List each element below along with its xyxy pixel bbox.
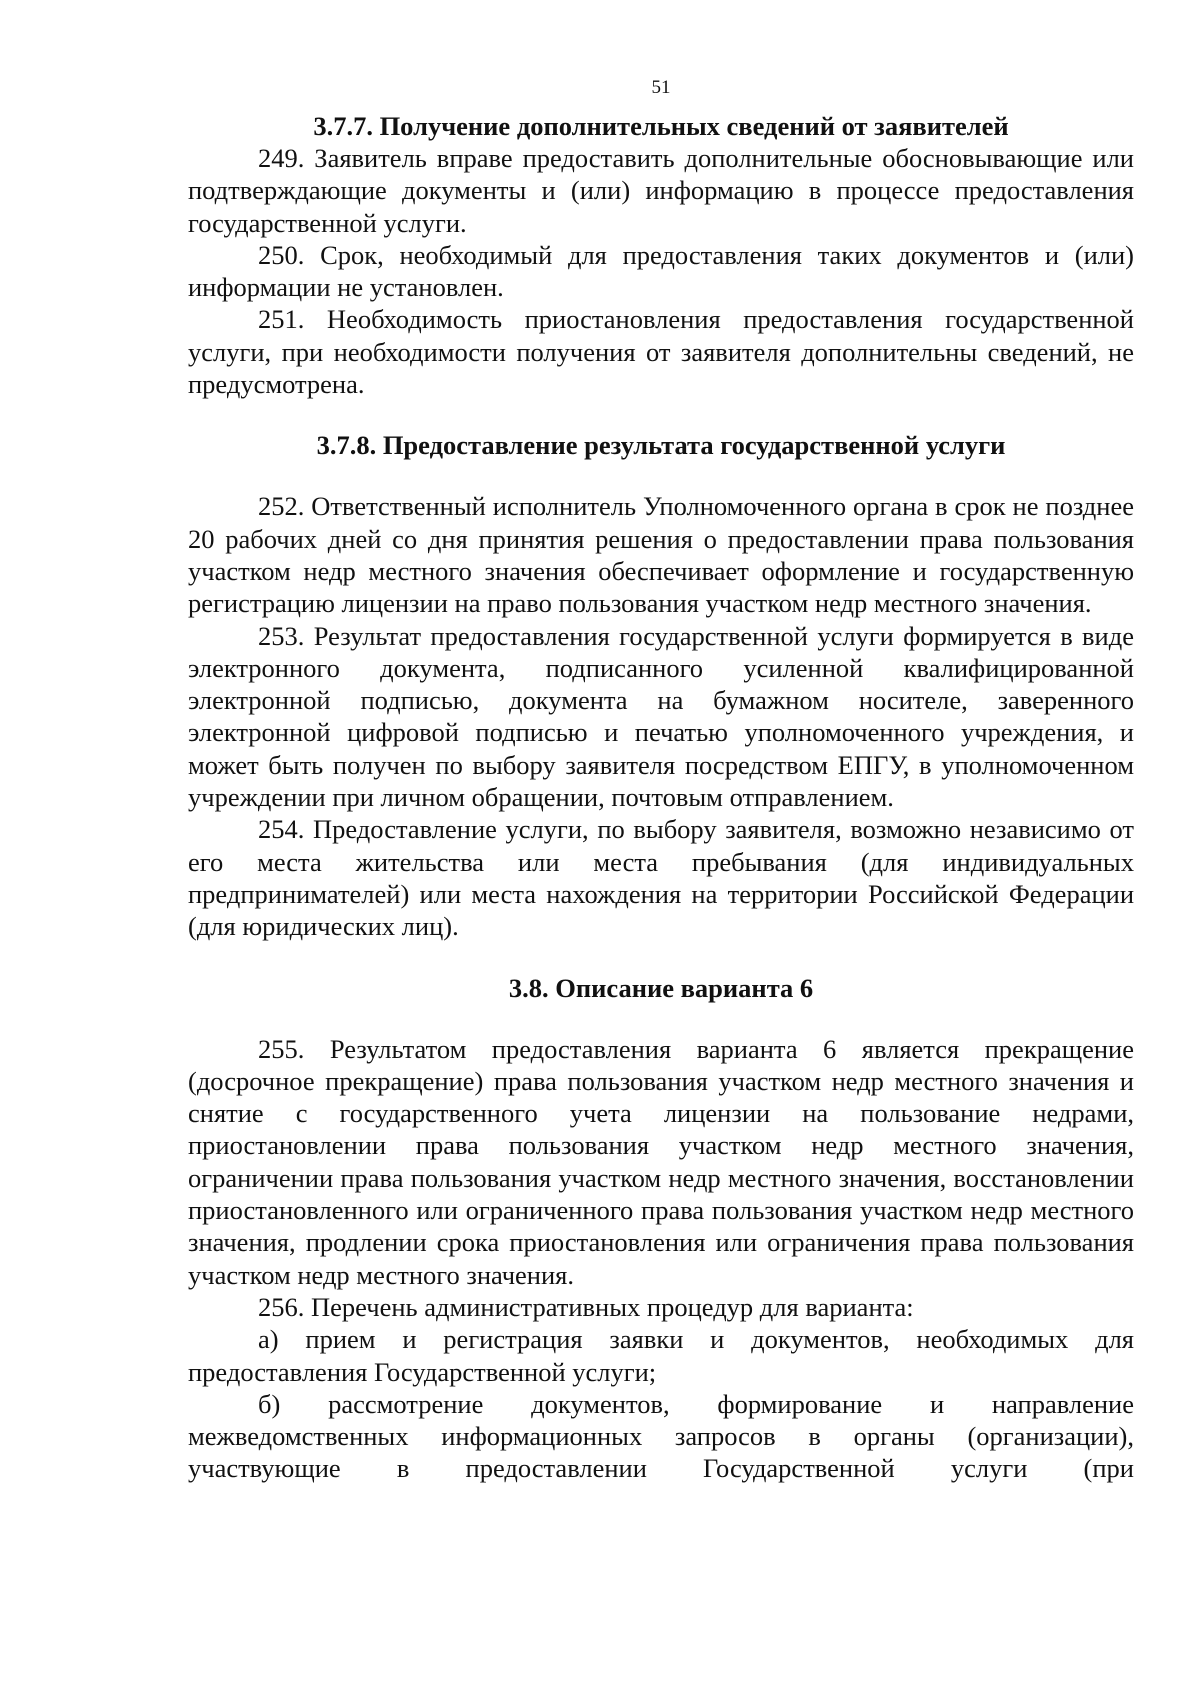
list-item-b: б) рассмотрение документов, формирование и направление межведомственных информационных запросов в органы (организации), участвующие в предоставлении Государственной услуги (при bbox=[188, 1388, 1134, 1484]
paragraph-249: 249. Заявитель вправе предоставить дополнительные обосновывающие или подтверждающие документы и (или) информацию в процессе предоставления государственной услуги. bbox=[188, 143, 1134, 238]
paragraph-253: 253. Результат предоставления государственной услуги формируется в виде электронного документа, подписанного усиленной квалифицированной электронной подписью, документа на бумажном носителе, заверенного электронной цифровой подписью и печатью уполномоченного учреждения, и может быть получен по выбору заявителя посредством ЕПГУ, в уполномоченном учреждении при личном обращении, почтовым отправлением. bbox=[188, 620, 1134, 813]
page-number: 51 bbox=[651, 77, 671, 98]
paragraph-250: 250. Срок, необходимый для предоставления таких документов и (или) информации не установлен. bbox=[188, 239, 1134, 303]
section-heading-3-8: 3.8. Описание варианта 6 bbox=[508, 972, 814, 1003]
list-item-a: а) прием и регистрация заявки и документов, необходимых для предоставления Государственной услуги; bbox=[188, 1324, 1134, 1387]
paragraph-256: 256. Перечень административных процедур для варианта: bbox=[258, 1291, 914, 1322]
paragraph-254: 254. Предоставление услуги, по выбору заявителя, возможно независимо от его места жительства или места пребывания (для индивидуальных предпринимателей) или места нахождения на территории Российской Федерации (для юридических лиц). bbox=[188, 814, 1134, 942]
paragraph-251: 251. Необходимость приостановления предоставления государственной услуги, при необходимости получения от заявителя дополнительны сведений, не предусмотрена. bbox=[188, 304, 1134, 400]
section-heading-3-7-7: 3.7.7. Получение дополнительных сведений от заявителей bbox=[313, 111, 1009, 141]
section-heading-3-7-8: 3.7.8. Предоставление результата государственной услуги bbox=[316, 430, 1006, 461]
paragraph-252: 252. Ответственный исполнитель Уполномоченного органа в срок не позднее 20 рабочих дней со дня принятия решения о предоставлении права пользования участком недр местного значения обеспечивает оформление и государственную регистрацию лицензии на право пользования участком недр местного значения. bbox=[188, 491, 1134, 619]
paragraph-255: 255. Результатом предоставления варианта 6 является прекращение (досрочное прекращение) права пользования участком недр местного значения и снятие с государственного учета лицензии на пользование недрами, приостановлении права пользования участком недр местного значения, ограничении права пользования участком недр местного значения, восстановлении приостановленного или ограниченного права пользования участком недр местного значения, продлении срока приостановления или ограничения права пользования участком недр местного значения. bbox=[188, 1033, 1134, 1290]
